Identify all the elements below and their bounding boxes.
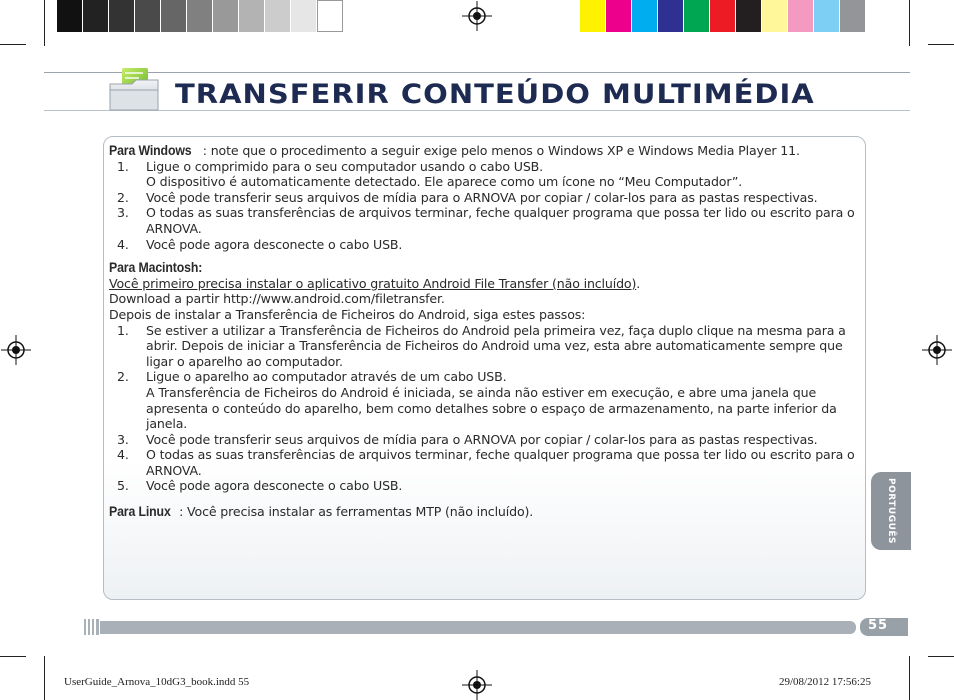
step-text: Ligue o comprimido para o seu computador usando o cabo USB. xyxy=(146,158,544,174)
color-swatch xyxy=(658,0,684,32)
color-swatch xyxy=(161,0,187,32)
step-text: Você pode transferir seus arquivos de mídia para o ARNOVA por copiar / colar-los para as pastas respectivas. xyxy=(146,189,818,205)
color-swatch xyxy=(83,0,109,32)
punctuation: . xyxy=(636,275,641,291)
color-swatch xyxy=(239,0,265,32)
step-text: O todas as suas transferências de arquivos terminar, feche qualquer programa que possa ter lido ou escrito para o ARNOVA. xyxy=(146,205,855,236)
mac-steps xyxy=(109,323,869,495)
list-item xyxy=(109,205,869,236)
color-swatch xyxy=(135,0,161,32)
title-rule xyxy=(44,72,910,73)
page-number-badge xyxy=(860,618,908,636)
registration-mark-icon xyxy=(462,1,492,31)
windows-heading: Para Windows xyxy=(109,142,192,158)
crop-mark xyxy=(928,44,954,45)
step-number: 3. xyxy=(117,431,129,447)
step-text: Você pode agora desconecte o cabo USB. xyxy=(146,236,403,252)
color-swatch xyxy=(788,0,814,32)
content-text xyxy=(109,143,869,520)
page-number: 55 xyxy=(868,618,889,633)
linux-heading: Para Linux xyxy=(109,503,171,520)
step-number: 2. xyxy=(117,369,129,385)
folder-icon xyxy=(108,66,166,114)
color-swatch xyxy=(632,0,658,32)
color-swatch xyxy=(606,0,632,32)
slug-date: 29/08/2012 17:56:25 xyxy=(779,676,871,688)
crop-mark xyxy=(44,0,45,46)
linux-text: : Você precisa instalar as ferramentas MTP (não incluído). xyxy=(179,504,534,520)
windows-intro xyxy=(109,143,869,159)
crop-mark xyxy=(909,656,910,700)
color-swatch xyxy=(814,0,840,32)
windows-intro-text: : note que o procedimento a seguir exige pelo menos o Windows XP e Windows Media Player 11. xyxy=(202,143,800,158)
color-swatch xyxy=(710,0,736,32)
mac-requirement-text: Você primeiro precisa instalar o aplicativo gratuito Android File Transfer (não incluído) xyxy=(109,275,637,291)
registration-mark-icon xyxy=(1,335,31,365)
mac-download-line: Download a partir http://www.android.com/filetransfer. xyxy=(109,291,445,307)
step-text: O todas as suas transferências de arquivos terminar, feche qualquer programa que possa ter lido ou escrito para o ARNOVA. xyxy=(146,447,855,478)
step-text: Se estiver a utilizar a Transferência de Ficheiros do Android pela primeira vez, faça duplo clique na mesma para a abrir. Depois de iniciar a Transferência de Ficheiros do Android uma vez, esta abre automaticamente sempre que ligar o aparelho ao computador. xyxy=(146,322,846,369)
mac-steps-intro: Depois de instalar a Transferência de Ficheiros do Android, siga estes passos: xyxy=(109,306,586,322)
step-text: Você pode agora desconecte o cabo USB. xyxy=(146,478,403,494)
language-tab xyxy=(871,472,911,550)
registration-mark-icon xyxy=(922,335,952,365)
color-swatch xyxy=(213,0,239,32)
color-swatch xyxy=(736,0,762,32)
slug-filename: UserGuide_Arnova_10dG3_book.indd 55 xyxy=(64,676,250,688)
color-swatch xyxy=(317,0,343,32)
grayscale-swatch-bar xyxy=(57,0,343,32)
list-item xyxy=(109,432,869,448)
color-swatch xyxy=(840,0,866,32)
crop-mark xyxy=(909,0,910,46)
step-number: 1. xyxy=(117,158,129,174)
footer-stripes-icon xyxy=(84,618,100,636)
linux-line xyxy=(109,504,869,520)
crop-mark xyxy=(928,656,954,657)
color-swatch xyxy=(57,0,83,32)
page-title: TRANSFERIR CONTEÚDO MULTIMÉDIA xyxy=(175,78,815,110)
color-swatch xyxy=(265,0,291,32)
list-item xyxy=(109,237,869,253)
registration-mark-icon xyxy=(462,670,492,700)
footer-bar xyxy=(100,621,856,634)
language-label: PORTUGUÊS xyxy=(886,477,896,545)
crop-mark xyxy=(0,44,26,45)
crop-mark xyxy=(0,656,26,657)
step-number: 4. xyxy=(117,236,129,252)
list-item xyxy=(109,190,869,206)
color-swatch xyxy=(684,0,710,32)
mac-heading: Para Macintosh: xyxy=(109,259,203,276)
title-rule xyxy=(44,110,910,111)
step-text: Ligue o aparelho ao computador através de um cabo USB. xyxy=(146,369,507,385)
step-text: A Transferência de Ficheiros do Android é iniciada, se ainda não estiver em execução, e abre uma janela que apresenta o conteúdo do aparelho, bem como detalhes sobre o espaço de armazenamento, na parte inferior da janela. xyxy=(146,384,837,432)
list-item xyxy=(109,447,869,478)
mac-line xyxy=(109,276,869,292)
list-item xyxy=(109,323,869,370)
color-swatch xyxy=(762,0,788,32)
list-item xyxy=(109,369,869,431)
step-number: 1. xyxy=(117,322,129,338)
windows-steps xyxy=(109,159,869,253)
step-number: 3. xyxy=(117,205,129,221)
color-swatch-bar xyxy=(580,0,866,32)
color-swatch xyxy=(109,0,135,32)
step-text: Você pode transferir seus arquivos de mídia para o ARNOVA por copiar / colar-los para as pastas respectivas. xyxy=(146,431,818,447)
step-text: O dispositivo é automaticamente detectado. Ele aparece como um ícone no “Meu Computador”. xyxy=(146,174,743,190)
color-swatch xyxy=(291,0,317,32)
crop-mark xyxy=(44,656,45,700)
color-swatch xyxy=(580,0,606,32)
list-item xyxy=(109,478,869,494)
list-item xyxy=(109,159,869,190)
step-number: 4. xyxy=(117,447,129,463)
step-number: 5. xyxy=(117,478,129,494)
color-swatch xyxy=(187,0,213,32)
step-number: 2. xyxy=(117,189,129,205)
